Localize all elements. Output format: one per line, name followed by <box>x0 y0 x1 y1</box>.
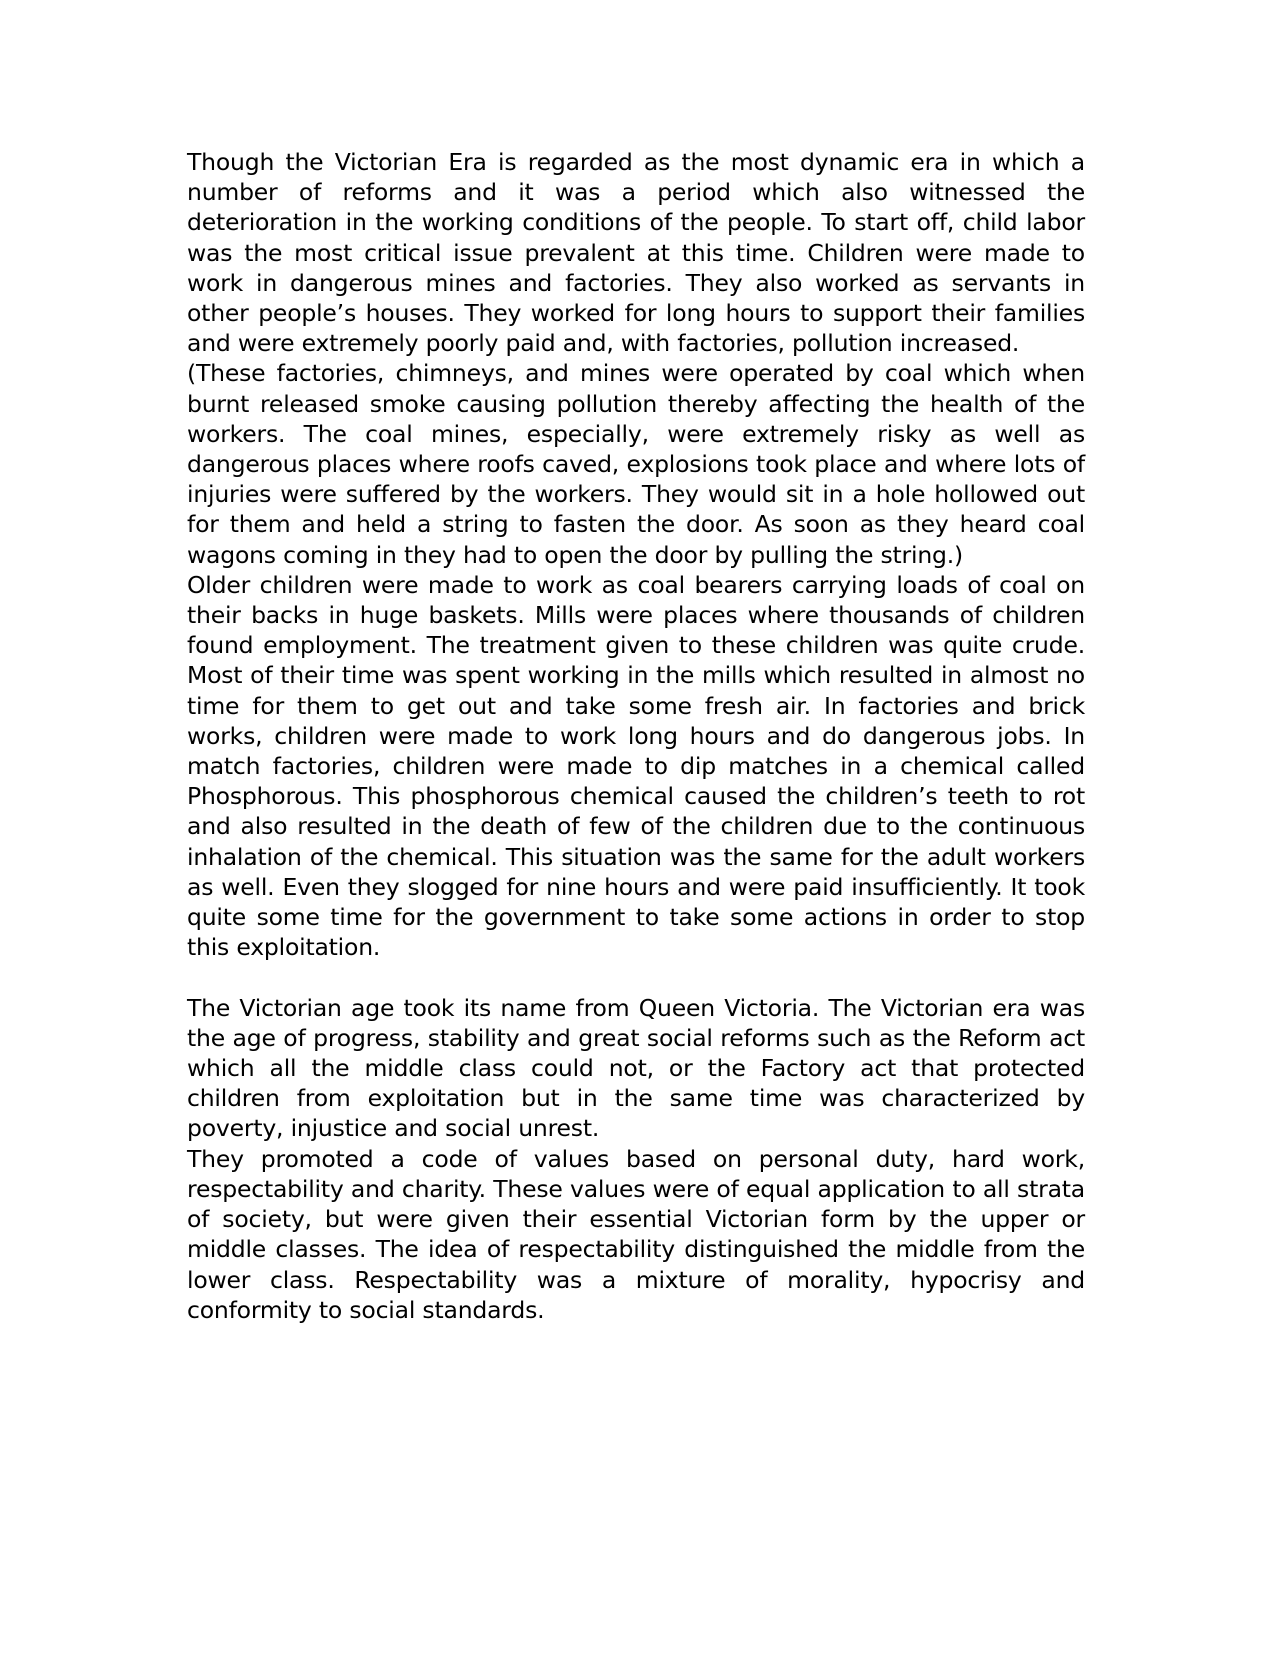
paragraph-victorian-values: They promoted a code of values based on personal duty, hard work, respectability and charity. These values were of equal application to all strata of society, but were given their essential Victorian form by the upper or middle classes. The idea of respectability distinguished the middle from the lower class. Respectability was a mixture of morality, hypocrisy and conformity to social standards. <box>187 1144 1085 1324</box>
paragraph-victorian-age: The Victorian age took its name from Queen Victoria. The Victorian era was the age of progress, stability and great social reforms such as the Reform act which all the middle class could not, or the Factory act that protected children from exploitation but in the same time was characterized by poverty, injustice and social unrest. <box>187 993 1085 1143</box>
paragraph-child-labor-intro: Though the Victorian Era is regarded as the most dynamic era in which a number of reforms and it was a period which also witnessed the deterioration in the working conditions of the people. To start off, child labor was the most critical issue prevalent at this time. Children were made to work in dangerous mines and factories. They also worked as servants in other people’s houses. They worked for long hours to support their families and were extremely poorly paid and, with factories, pollution increased. <box>187 148 1085 358</box>
paragraph-mills-and-factories: Older children were made to work as coal bearers carrying loads of coal on their backs in huge baskets. Mills were places where thousands of children found employment. The treatment given to these children was quite crude. Most of their time was spent working in the mills which resulted in almost no time for them to get out and take some fresh air. In factories and brick works, children were made to work long hours and do dangerous jobs. In match factories, children were made to dip matches in a chemical called Phosphorous. This phosphorous chemical caused the children’s teeth to rot and also resulted in the death of few of the children due to the continuous inhalation of the chemical. This situation was the same for the adult workers as well. Even they slogged for nine hours and were paid insufficiently. It took quite some time for the government to take some actions in order to stop this exploitation. <box>187 570 1085 962</box>
paragraph-coal-mines: (These factories, chimneys, and mines were operated by coal which when burnt released smoke causing pollution thereby affecting the health of the workers. The coal mines, especially, were extremely risky as well as dangerous places where roofs caved, explosions took place and where lots of injuries were suffered by the workers. They would sit in a hole hollowed out for them and held a string to fasten the door. As soon as they heard coal wagons coming in they had to open the door by pulling the string.) <box>187 359 1085 569</box>
body-text <box>187 147 1085 1325</box>
